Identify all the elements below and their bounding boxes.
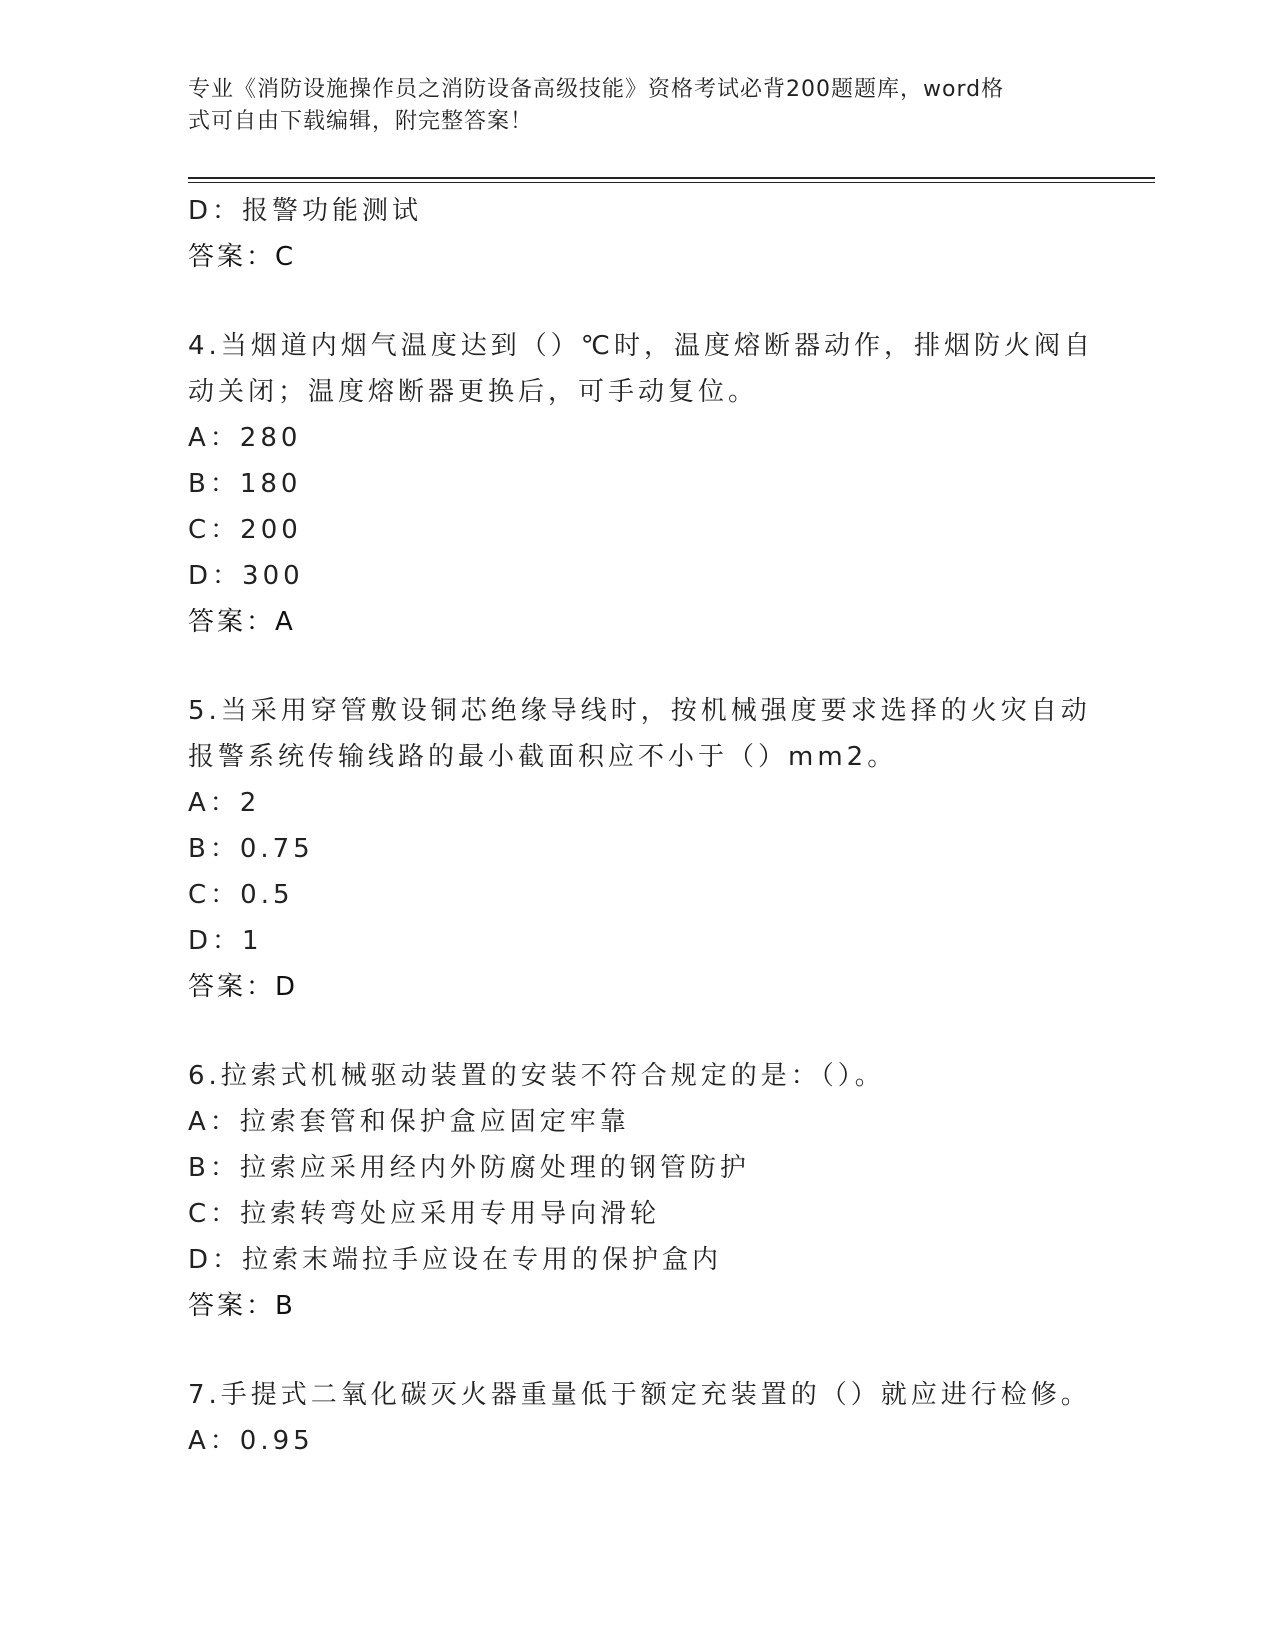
q5-stem-line-2: 报警系统传输线路的最小截面积应不小于（）mm2。 <box>188 742 898 772</box>
q5-option-d: D：1 <box>188 926 263 956</box>
q6-answer: 答案：B <box>188 1291 296 1321</box>
q4-stem-line-2: 动关闭；温度熔断器更换后，可手动复位。 <box>188 377 759 407</box>
header-rule-thin <box>188 182 1155 183</box>
q5-option-b: B：0.75 <box>188 834 314 864</box>
header-rule-thick <box>188 177 1155 179</box>
prev-option-d: D：报警功能测试 <box>188 196 423 226</box>
q6-stem-line-1: 6.拉索式机械驱动装置的安装不符合规定的是：（）。 <box>188 1061 885 1091</box>
q4-option-d: D：300 <box>188 561 304 591</box>
q7-stem-line-1: 7.手提式二氧化碳灭火器重量低于额定充装置的（）就应进行检修。 <box>188 1380 1091 1410</box>
q4-option-b: B：180 <box>188 469 302 499</box>
q4-option-a: A：280 <box>188 423 302 453</box>
document-header <box>188 74 1068 138</box>
q4-answer: 答案：A <box>188 607 296 637</box>
q5-answer: 答案：D <box>188 972 299 1002</box>
q7-option-a: A：0.95 <box>188 1426 314 1456</box>
q4-stem-line-1: 4.当烟道内烟气温度达到（）℃时，温度熔断器动作，排烟防火阀自 <box>188 331 1095 361</box>
q4-option-c: C：200 <box>188 515 302 545</box>
q5-stem-line-1: 5.当采用穿管敷设铜芯绝缘导线时，按机械强度要求选择的火灾自动 <box>188 696 1091 726</box>
q5-option-a: A：2 <box>188 788 261 818</box>
question-list <box>188 188 1095 1464</box>
q6-option-d: D：拉索末端拉手应设在专用的保护盒内 <box>188 1245 723 1275</box>
q6-option-a: A：拉索套管和保护盒应固定牢靠 <box>188 1107 630 1137</box>
header-line-2: 式可自由下载编辑，附完整答案！ <box>188 109 534 134</box>
q5-option-c: C：0.5 <box>188 880 294 910</box>
prev-answer: 答案：C <box>188 242 297 272</box>
q6-option-b: B：拉索应采用经内外防腐处理的钢管防护 <box>188 1153 750 1183</box>
header-line-1: 专业《消防设施操作员之消防设备高级技能》资格考试必背200题题库，word格 <box>188 77 1005 102</box>
q6-option-c: C：拉索转弯处应采用专用导向滑轮 <box>188 1199 661 1229</box>
